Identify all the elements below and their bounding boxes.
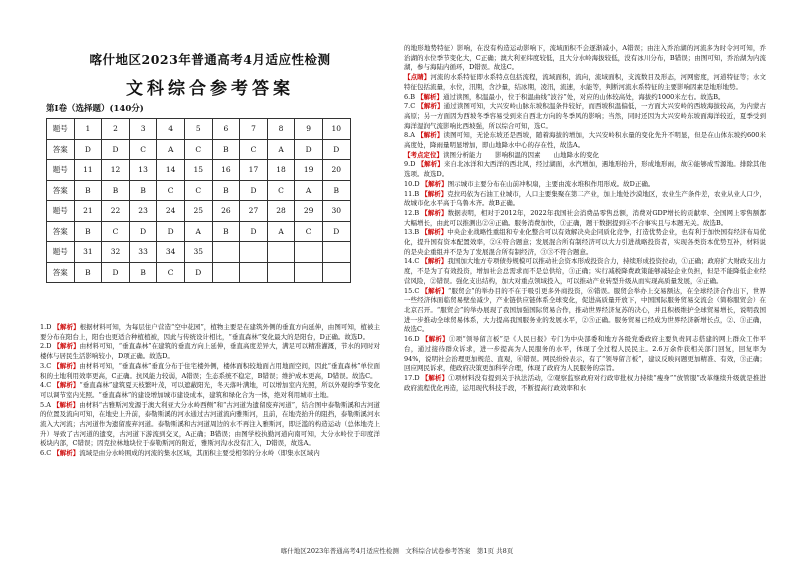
right-column-body [404,44,766,393]
item-number: 10.D [404,179,422,188]
item-text: 读图分析能力 影响积温的因素 山地降水的变化 [443,150,599,159]
item-text: 中央企业战略性重组和专业化整合可以有效解决央企同质化竞争，打造优势企业，也有利于加快国有经济布局优化，提升国有资本配置效率，②④符合题意；发展混合所有制经济可以大力引进战略投资者，实现各类资本优势互补，材料说的是央企重组并不是为了发展混合所有制经济，③③不符合题意。 [404,228,767,256]
answer-explanation [404,44,766,73]
analysis-tag: 【解析】 [421,257,448,266]
analysis-tag: 【解析】 [421,189,448,198]
question-number-cell: 13 [129,160,157,181]
item-number: 3.C [40,361,54,370]
answer-cell: D [240,221,268,242]
answer-cell: B [74,262,102,283]
answer-cell: D [322,221,350,242]
answer-row-numbers [47,201,351,222]
question-number-cell: 18 [267,160,295,181]
answer-cell: C [184,139,212,160]
analysis-tag: 【解析】 [421,335,449,344]
row-label-answer: 答案 [47,180,75,201]
question-number-cell: 16 [212,160,240,181]
item-text: 流域是由分水岭围成的河流的集水区域，其面积主要受相邻的分水岭（即集水区域内 [79,449,320,458]
answer-cell: C [240,139,268,160]
item-text: 由材料可知，“垂直森林”垂直分布于住宅楼外侧，楼体面积较地面占用地面空间，因此“垂直森林”单位面积的土地利用效率更高，C正确。抗风能力较弱，A错误；生态系统不稳定，B错误；维护成本更高，D错误。故选C。 [40,361,381,380]
analysis-tag: 【考点定位】 [404,150,443,159]
analysis-tag: 【解析】 [421,286,448,295]
answer-cell: C [129,139,157,160]
answer-cell: B [74,180,102,201]
question-number-cell: 35 [184,242,212,263]
answer-row-numbers [47,242,351,263]
item-number: 11.B [404,189,422,198]
item-number: 13.B [404,228,422,237]
answer-explanation [404,73,766,92]
answer-explanation [40,342,380,361]
answer-cell: C [102,221,130,242]
question-number-cell: 4 [157,119,185,140]
answer-explanation [404,209,766,228]
answer-cell [240,262,268,283]
question-number-cell: 11 [74,160,102,181]
question-number-cell [212,242,240,263]
analysis-tag: 【解析】 [417,131,444,140]
answer-cell: D [157,221,185,242]
item-number: 16.D [404,335,422,344]
item-number: 14.C [404,257,422,266]
page-subtitle: 文科综合参考答案 [126,79,294,99]
section-heading: 第Ⅰ卷（选择题）(140分) [46,104,144,114]
item-text: 根据材料可知，为每层住户营造“空中花园”，植物主要是在建筑外侧的垂直方向延伸，由图可知，植被主要分布在阳台上，阳台也更适合种植植被，因此与传统设计相比，“垂直森林”变化最大的是阳台，D正确。故选D。 [40,323,380,341]
answer-cell: D [102,262,130,283]
question-number-cell: 6 [212,119,240,140]
item-number: 5.A [40,400,53,409]
question-number-cell: 2 [102,119,130,140]
answer-cell: D [74,139,102,160]
answer-cell [267,262,295,283]
question-number-cell [240,242,268,263]
question-number-cell: 19 [295,160,323,181]
answer-explanation [404,374,766,393]
item-text: ①项“领导留言板”是《人民日报》专门为中央部委和地方各级党委政府主要负责同志搭建的网上群众工作平台，通过接待群众诉求，进一步提高为人民服务的水平，体现了全过程人民民主。2.6万余件获相关部门回复，回复率为94%，说明社会治理更加规范、直观，⑥错误。网民纷纷表示，有了“领导留言板”，建议反映问题更加精准、有效，③正确；回应网民诉求，使政府决策更加科学合理，体现了政府为人民服务的宗旨。 [404,335,766,373]
item-text: 通过读图可知，大兴安岭山脉东坡积温条件较好，而西坡积温偏低，一方面大兴安岭的西坡海拔较高，为内蒙古高原；另一方面因为西坡冬季容易受到来自西北方向的冬季风的影响；当然，同时还因为大兴安岭东坡面海洋较近，夏季受到海洋湿润气流影响比西坡强，所以综合可知，选C。 [404,102,767,130]
item-number: 1.D [40,323,54,331]
answer-cell: B [212,139,240,160]
answer-row-answers [47,262,351,283]
question-number-cell [267,242,295,263]
question-number-cell: 29 [295,201,323,222]
row-label-number: 题号 [47,160,75,181]
answer-cell: B [322,180,350,201]
question-number-cell: 14 [157,160,185,181]
answer-cell: C [157,180,185,201]
answer-explanation [404,257,766,286]
analysis-tag: 【解析】 [417,102,444,111]
answer-explanation [40,449,380,459]
answer-cell [295,262,323,283]
answer-cell: A [267,139,295,160]
analysis-tag: 【解析】 [421,179,448,188]
answer-explanation [404,228,766,257]
question-number-cell: 9 [295,119,323,140]
question-number-cell: 8 [267,119,295,140]
question-number-cell: 5 [184,119,212,140]
item-text: 由材料“古雅斯河发源于澳大利亚大分水岭西侧”和“古河道为遗留废弃河道”，结合图中泰勒斯溪和古河道的位置及流向可知，在地史上升前，泰勒斯溪的河水通过古河道流向雅斯河，且前，在地壳抬升的阻挡，泰勒斯溪河水流入大河流；古河道作为遗留废弃河道。泰勒斯溪和古河道周边的水不再注入雅斯河，即泛滥的构造运动（总体地壳上升）导致了古河道的遗变，古河道下游流到交叉，A正确；B错误；由图学校执勤河道向南可知，大分水岭位于印度洋板块内部，C错误；因克拉林地块位于泰勒斯河的附近，雅斯河沟水没有汇入，D错误，故选A。 [40,400,381,448]
row-label-number: 题号 [47,242,75,263]
question-number-cell: 27 [240,201,268,222]
analysis-tag: 【解析】 [53,400,80,409]
item-text: 我国加大地方专项债券规模可以推动社会资本形成投资合力，持续形成投资拉动，①正确；政府扩大财政支出力度，不是为了有效投资，增加社会总需求而不是总供给，③正确；实行减税降费政策能够减轻企业负担，但是不能降低企业经营风险，②错误。强化支出结构，加大对重点领域投入，可以推动产业转型升级从而实现高质量发展，④正确。 [404,257,767,285]
answer-cell: D [295,139,323,160]
item-text: 的地形地势特征）影响，在没有构造运动影响下，流域面积不会逐渐减小，A错误；由注入乔治湖的河流多为时令河可知，乔治湖的水位季节变化大，C正确；澳大利亚纬度较低，且大分水岭海拔较低，没有冰川分布，B错误；由图可知，乔治湖为内流湖，参与海陆内循环，D错误。故选C。 [404,44,766,72]
analysis-tag: 【解析】 [417,92,444,101]
question-number-cell: 17 [240,160,268,181]
answer-cell: B [129,180,157,201]
row-label-answer: 答案 [47,221,75,242]
item-text: 河流的水系特征即水系特点包括流程，流域面积，流向，流域面积，支流数目及形态，河网密度，河道特征等；水文特征包括流量，水位，汛期，含沙量，结冰期，凌汛，流速，水能等，判断河流水系特征的主要影响因素是地形地势。 [404,73,767,91]
question-number-cell [322,242,350,263]
row-label-answer: 答案 [47,262,75,283]
item-number: 7.C [404,102,418,111]
item-number: 15.C [404,286,422,295]
answer-cell [322,262,350,283]
answer-explanation [404,287,766,336]
answer-explanation [40,362,380,381]
answer-explanation [404,180,766,190]
analysis-tag: 【解析】 [53,449,80,458]
answer-explanation [404,131,766,150]
item-number: 2.D [40,342,54,351]
answer-cell: B [74,221,102,242]
item-text: 来自北冰洋和大西洋的西北风，经过湖面，水汽增加，遇地形抬升，形成地形雨，故④能够成雪源地。排除其他选项。故选D。 [404,160,767,179]
analysis-tag: 【解析】 [421,228,448,237]
question-number-cell: 26 [212,201,240,222]
question-number-cell: 1 [74,119,102,140]
item-number: 6.C [40,449,54,458]
answer-cell: D [129,221,157,242]
item-text: 克拉玛依为石油工业城市，人口主要集聚在第二产业，加上地处沙漠地区，农业生产条件差，农业从业人口少，故城市化水平高于乌鲁木齐。故B正确。 [404,189,767,208]
analysis-tag: 【解析】 [53,323,80,331]
answer-cell: D [184,262,212,283]
question-number-cell: 28 [267,201,295,222]
question-number-cell: 7 [240,119,268,140]
answer-table [46,118,351,283]
row-label-number: 题号 [47,201,75,222]
answer-cell: C [184,180,212,201]
answer-explanation [404,151,766,161]
question-number-cell: 3 [129,119,157,140]
left-column-body [40,323,380,459]
item-text: ①项材料没有提到关于执法活动，②观察监察政府对行政审批权力持续“瘦身”“放管服”改革继续升级就是推进政府流程优化再造，运用现代科技手段，不断提高行政效率和水 [404,373,766,392]
item-text: 由材料可知，“垂直森林”在建筑的垂直方向上延伸，垂直高度差异大，满足可以精准灌溉，节水的同时对楼体与居民生活影响较小，D项正确。故选D。 [40,342,380,361]
answer-cell: D [322,139,350,160]
question-number-cell: 30 [322,201,350,222]
item-text: 数据表明，相对于2012年，2022年我国社会消费品零售总额，消费对GDP增长的贡献率、全国网上零售额都大幅增长，由此可以推测出②④正确。服务消费加快，①正确，题干数据提到④不合事实且与本题无关。故选B。 [404,208,766,227]
answer-cell: A [184,221,212,242]
item-text: 通过读图，积温最小，位于积温曲线“波谷”处，对应的山体较高处，海拔约1000米左右。故选B。 [443,92,725,101]
answer-cell: B [212,180,240,201]
answer-cell: A [157,139,185,160]
question-number-cell: 25 [184,201,212,222]
question-number-cell: 32 [102,242,130,263]
item-number: 12.B [404,208,422,217]
item-text: “垂直森林”建筑夏天枝繁叶茂，可以遮蔽阳光，冬天落叶满地，可以增加室内光照，所以外观的季节变化可以调节室内光照。“垂直森林”的建设增加城市建设成本，建筑和绿化合为一体，绝对利用城市土地。 [40,381,380,399]
answer-explanation [404,102,766,131]
question-number-cell: 12 [102,160,130,181]
question-number-cell: 22 [102,201,130,222]
answer-row-answers [47,180,351,201]
answer-cell: B [102,180,130,201]
question-number-cell: 24 [157,201,185,222]
row-label-answer: 答案 [47,139,75,160]
answer-cell: B [212,221,240,242]
analysis-tag: 【解析】 [417,160,444,169]
analysis-tag: 【解析】 [53,361,80,370]
analysis-tag: 【点睛】 [404,73,431,82]
question-number-cell: 33 [129,242,157,263]
item-text: 图示城市主要分布在山前冲积扇，主要由流水堆积作用形成。故D正确。 [447,179,655,188]
answer-row-numbers [47,160,351,181]
question-number-cell: 10 [322,119,350,140]
analysis-tag: 【解析】 [421,373,449,382]
answer-explanation [404,160,766,179]
question-number-cell: 20 [322,160,350,181]
answer-cell: C [157,262,185,283]
answer-cell [212,262,240,283]
answer-cell: D [240,180,268,201]
answer-row-answers [47,221,351,242]
page-title: 喀什地区2023年普通高考4月适应性检测 [89,52,331,67]
item-number: 9.D [404,160,418,169]
item-number: 6.B [404,92,418,101]
item-text: “服贸会”的举办目的不在于吸引更多外商投资，⑥错误。服贸会举办上交易额达，在全球经济合作出下，世界一些经济体面临贸易壁垒减少，产业链供应链体系全球变化，促进高质量开放下，中国国际服务贸易交流会（简称服贸会）在北京召开。“服贸会”的举办展现了我国加强国际贸易合作，推动世界经济复苏的决心，并且积极维护全球贸易增长，说明我国进一步推动全球贸易体系，大力提高我国服务业的发展水平，②⑤正确。服务贸易已经成为世界经济新增长点，②、③正确，故选C。 [404,286,766,334]
item-number: 17.D [404,373,422,382]
item-number: 8.A [404,131,418,140]
analysis-tag: 【解析】 [53,381,80,390]
answer-cell: A [295,180,323,201]
item-number: 4.C [40,381,54,390]
row-label-number: 题号 [47,119,75,140]
answer-explanation [404,190,766,209]
question-number-cell: 31 [74,242,102,263]
answer-row-numbers [47,119,351,140]
answer-row-answers [47,139,351,160]
question-number-cell: 15 [184,160,212,181]
answer-explanation [40,401,380,450]
answer-cell: C [267,180,295,201]
answer-cell: D [102,139,130,160]
answer-cell: B [129,262,157,283]
answer-explanation [404,335,766,374]
answer-cell: C [295,221,323,242]
answer-explanation [40,381,380,400]
question-number-cell: 34 [157,242,185,263]
question-number-cell [295,242,323,263]
answer-explanation [404,93,766,103]
question-number-cell: 23 [129,201,157,222]
answer-explanation [40,323,380,342]
page-footer: 喀什地区2023年普通高考4月适应性检测 文科综合试卷参考答案 第1页 共8页 [280,547,514,555]
item-text: 读图可知，无论东坡还是西坡，随着海拔的增加，大兴安岭积水量的变化先升不明显，但是在山体东坡约600米高度处，降雨量明显增加，即山地降水中心的存在性，故选A。 [404,131,766,150]
analysis-tag: 【解析】 [421,208,448,217]
analysis-tag: 【解析】 [53,342,80,351]
question-number-cell: 21 [74,201,102,222]
answer-cell: A [267,221,295,242]
